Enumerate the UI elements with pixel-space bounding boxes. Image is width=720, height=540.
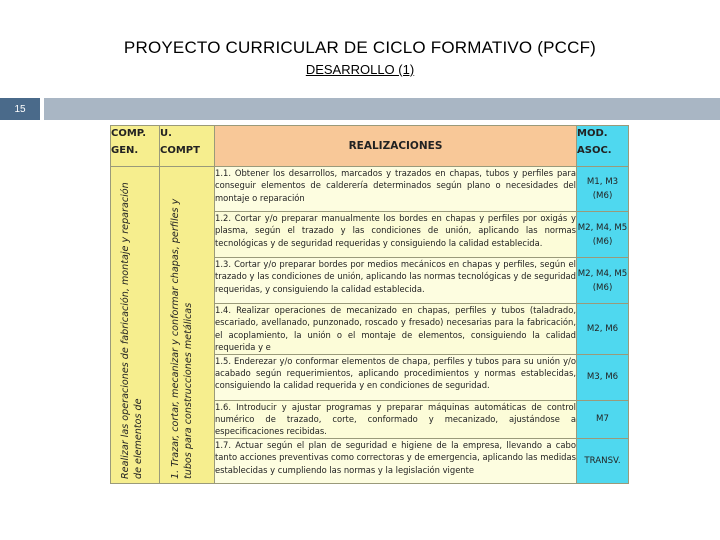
comp-gen-wrap bbox=[111, 169, 160, 481]
mod-asoc-1-3 bbox=[577, 258, 629, 304]
comp-gen-text: Realizar las operaciones de fabricación, montaje y reparación de elementos de bbox=[120, 182, 144, 479]
unit-competence-text: 1. Trazar, cortar, mecanizar y conformar chapas, perfiles y tubos para construcciones metálicas bbox=[170, 198, 194, 479]
header-realizaciones: REALIZACIONES bbox=[215, 126, 577, 167]
curriculum-table bbox=[110, 125, 629, 484]
mod-asoc-1-6 bbox=[577, 400, 629, 438]
header-mod-line1: MOD. bbox=[577, 128, 608, 139]
mod-1-1-line1: M1, M3 bbox=[586, 177, 619, 187]
header-mod-line2: ASOC. bbox=[577, 144, 612, 156]
slide-title: PROYECTO CURRICULAR DE CICLO FORMATIVO (PCCF) bbox=[123, 38, 597, 57]
unit-competence-wrap bbox=[160, 169, 215, 481]
header-u-line2: COMPT bbox=[160, 144, 200, 156]
realizacion-1-3: 1.3. Cortar y/o preparar bordes por medios mecánicos en chapas y perfiles, según el trazado y las condiciones de unión, aplicando las normas tecnológicas y de seguridad requeridas, y consiguiendo la calidad establecida. bbox=[215, 258, 577, 304]
mod-1-2-line1: M2, M4, M5 bbox=[577, 222, 628, 233]
comp-gen-cell bbox=[111, 167, 160, 484]
mod-1-6-line1: M7 bbox=[596, 414, 609, 425]
mod-1-7-line1: TRANSV. bbox=[584, 455, 621, 466]
realizacion-1-6: 1.6. Introducir y ajustar programas y preparar máquinas automáticas de control numérico de trazado, corte, conformado y mecanizado, ajustándose a especificaciones recibidas. bbox=[215, 401, 576, 437]
mod-1-5-line1: M3, M6 bbox=[586, 372, 619, 383]
header-u-line1: U. bbox=[160, 128, 172, 139]
mod-asoc-1-1 bbox=[577, 167, 629, 212]
mod-asoc-1-5 bbox=[577, 354, 629, 400]
table-row bbox=[111, 167, 629, 212]
page-number-badge: 15 bbox=[0, 98, 40, 120]
header-comp-line1: COMP. bbox=[111, 128, 147, 139]
realizacion-1-4: 1.4. Realizar operaciones de mecanizado en chapas, perfiles y tubos (taladrado, escariado, avellanado, punzonado, roscado y fresado) necesarias para la fabricación, el acoplamiento, la unión o el montaje de elementos, consiguiendo la calidad requerida y e bbox=[215, 305, 576, 353]
header-comp-line2: GEN. bbox=[111, 144, 139, 156]
mod-1-3-line1: M2, M4, M5 bbox=[577, 268, 628, 279]
realizacion-1-7: 1.7. Actuar según el plan de seguridad e higiene de la empresa, llevando a cabo tanto acciones preventivas como correctoras y de emergencia, aplicando las medidas establecidas y cumpliendo las normas y la legislación vigente bbox=[215, 438, 577, 483]
mod-1-1-line2: (M6) bbox=[592, 191, 613, 201]
mod-1-3-line2: (M6) bbox=[592, 282, 613, 293]
table-header-row bbox=[111, 126, 629, 167]
mod-1-2-line2: (M6) bbox=[592, 236, 613, 247]
slide-subtitle bbox=[0, 62, 720, 77]
header-u-compt bbox=[160, 126, 215, 167]
realizacion-1-1: 1.1. Obtener los desarrollos, marcados y trazados en chapas, tubos y perfiles para conseguir elementos de calderería determinados según plano o necesidades del montaje o reparación bbox=[215, 167, 577, 212]
unit-competence-cell bbox=[160, 167, 215, 484]
header-mod-asoc bbox=[577, 126, 629, 167]
mod-asoc-1-2 bbox=[577, 212, 629, 258]
header-bar bbox=[44, 98, 720, 120]
realizacion-1-5: 1.5. Enderezar y/o conformar elementos de chapa, perfiles y tubos para su unión y/o acabado según requerimientos, aplicando procedimientos y normas establecidas, consiguiendo la calidad requerida y en condiciones de seguridad. bbox=[215, 354, 577, 400]
header-comp-gen bbox=[111, 126, 160, 167]
mod-1-4-line1: M2, M6 bbox=[586, 323, 619, 334]
mod-asoc-1-4 bbox=[577, 304, 629, 355]
mod-asoc-1-7 bbox=[577, 438, 629, 483]
slide-subtitle-text: DESARROLLO (1) bbox=[305, 62, 415, 77]
realizacion-1-2: 1.2. Cortar y/o preparar manualmente los bordes en chapas y perfiles por oxigás y plasma, según el trazado y las condiciones de unión, aplicando las normas tecnológicas y de seguridad requeridas y consiguiendo la calidad establecida. bbox=[215, 212, 577, 258]
